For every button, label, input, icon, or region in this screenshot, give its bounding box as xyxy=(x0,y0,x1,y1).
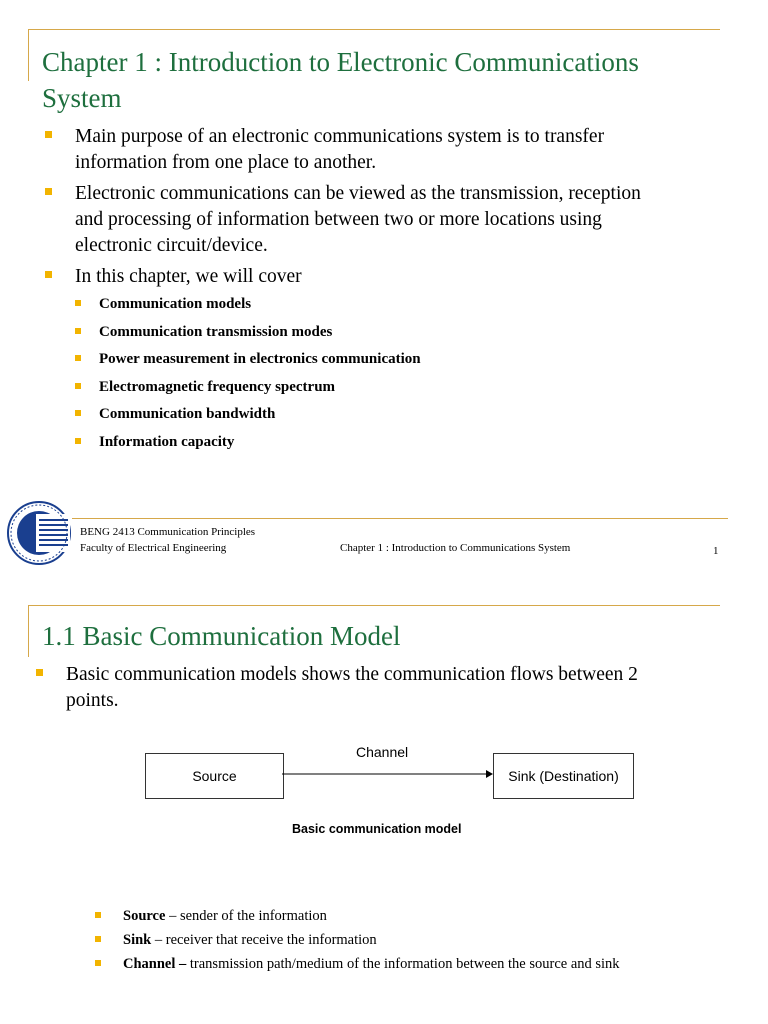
diagram-caption: Basic communication model xyxy=(292,822,462,836)
square-bullet-icon xyxy=(95,936,101,942)
source-box: Source xyxy=(145,753,284,799)
main-bullet-list xyxy=(32,662,732,719)
square-bullet-icon xyxy=(36,669,43,676)
square-bullet-icon xyxy=(45,131,52,138)
footer-course: BENG 2413 Communication Principles xyxy=(80,526,256,538)
bullet-text: Basic communication models shows the communication flows between 2 xyxy=(66,664,638,685)
sub-bullet-text: Information capacity xyxy=(99,433,235,450)
definition-desc: – receiver that receive the information xyxy=(151,932,377,948)
definition-term: Channel – xyxy=(123,956,187,972)
page-number: 1 xyxy=(713,545,719,557)
bullet-text: In this chapter, we will cover xyxy=(75,266,302,287)
definition-list xyxy=(95,906,620,978)
definition-desc: – sender of the information xyxy=(165,908,327,924)
slide-title xyxy=(42,44,639,116)
square-bullet-icon xyxy=(75,383,81,389)
square-bullet-icon xyxy=(75,355,81,361)
footer-rule xyxy=(72,518,728,519)
bullet-text: Electronic communications can be viewed as the transmission, reception xyxy=(75,183,641,204)
square-bullet-icon xyxy=(75,328,81,334)
definition-term: Source xyxy=(123,908,166,924)
sub-bullet-text: Communication transmission modes xyxy=(99,323,333,340)
university-logo-icon xyxy=(6,500,72,566)
definition-item xyxy=(95,930,620,950)
bullet-item xyxy=(41,181,741,259)
main-bullet-list xyxy=(41,124,741,459)
sub-bullet-item xyxy=(75,404,741,424)
bullet-text: Main purpose of an electronic communications system is to transfer xyxy=(75,126,605,147)
slide-2 xyxy=(0,598,768,1024)
definition-term: Sink xyxy=(123,932,152,948)
bullet-item xyxy=(41,264,741,452)
bullet-item xyxy=(41,124,741,176)
footer-chapter: Chapter 1 : Introduction to Communications System xyxy=(340,542,571,554)
bullet-item xyxy=(32,662,732,714)
slide-title-line-1: Chapter 1 : Introduction to Electronic Communications xyxy=(42,47,639,77)
bullet-text: information from one place to another. xyxy=(75,152,377,173)
definition-desc: transmission path/medium of the information between the source and sink xyxy=(186,956,620,972)
sub-bullet-item xyxy=(75,349,741,369)
square-bullet-icon xyxy=(45,271,52,278)
square-bullet-icon xyxy=(45,188,52,195)
definition-item xyxy=(95,906,620,926)
title-rule xyxy=(28,29,720,30)
sub-bullet-text: Communication models xyxy=(99,296,252,312)
channel-label: Channel xyxy=(356,744,409,760)
square-bullet-icon xyxy=(75,410,81,416)
sub-bullet-item xyxy=(75,377,741,397)
title-accent-bar xyxy=(28,29,29,81)
title-rule xyxy=(28,605,720,606)
sub-bullet-text: Power measurement in electronics communication xyxy=(99,351,421,367)
sub-bullet-list xyxy=(75,294,741,452)
square-bullet-icon xyxy=(95,960,101,966)
sub-bullet-text: Electromagnetic frequency spectrum xyxy=(99,378,336,395)
slide-title-line-2: System xyxy=(42,83,122,113)
definition-item xyxy=(95,954,620,974)
bullet-text: and processing of information between two or more locations using xyxy=(75,209,602,230)
sub-bullet-item xyxy=(75,432,741,452)
footer-faculty: Faculty of Electrical Engineering xyxy=(80,542,227,554)
slide-title: 1.1 Basic Communication Model xyxy=(42,621,401,651)
square-bullet-icon xyxy=(75,438,81,444)
sink-box: Sink (Destination) xyxy=(493,753,634,799)
title-accent-bar xyxy=(28,605,29,657)
square-bullet-icon xyxy=(95,912,101,918)
square-bullet-icon xyxy=(75,300,81,306)
bullet-text: electronic circuit/device. xyxy=(75,235,268,256)
sub-bullet-item xyxy=(75,322,741,342)
sub-bullet-item xyxy=(75,294,741,314)
channel-arrow-icon xyxy=(282,766,494,782)
sub-bullet-text: Communication bandwidth xyxy=(99,406,276,422)
bullet-text: points. xyxy=(66,690,119,711)
